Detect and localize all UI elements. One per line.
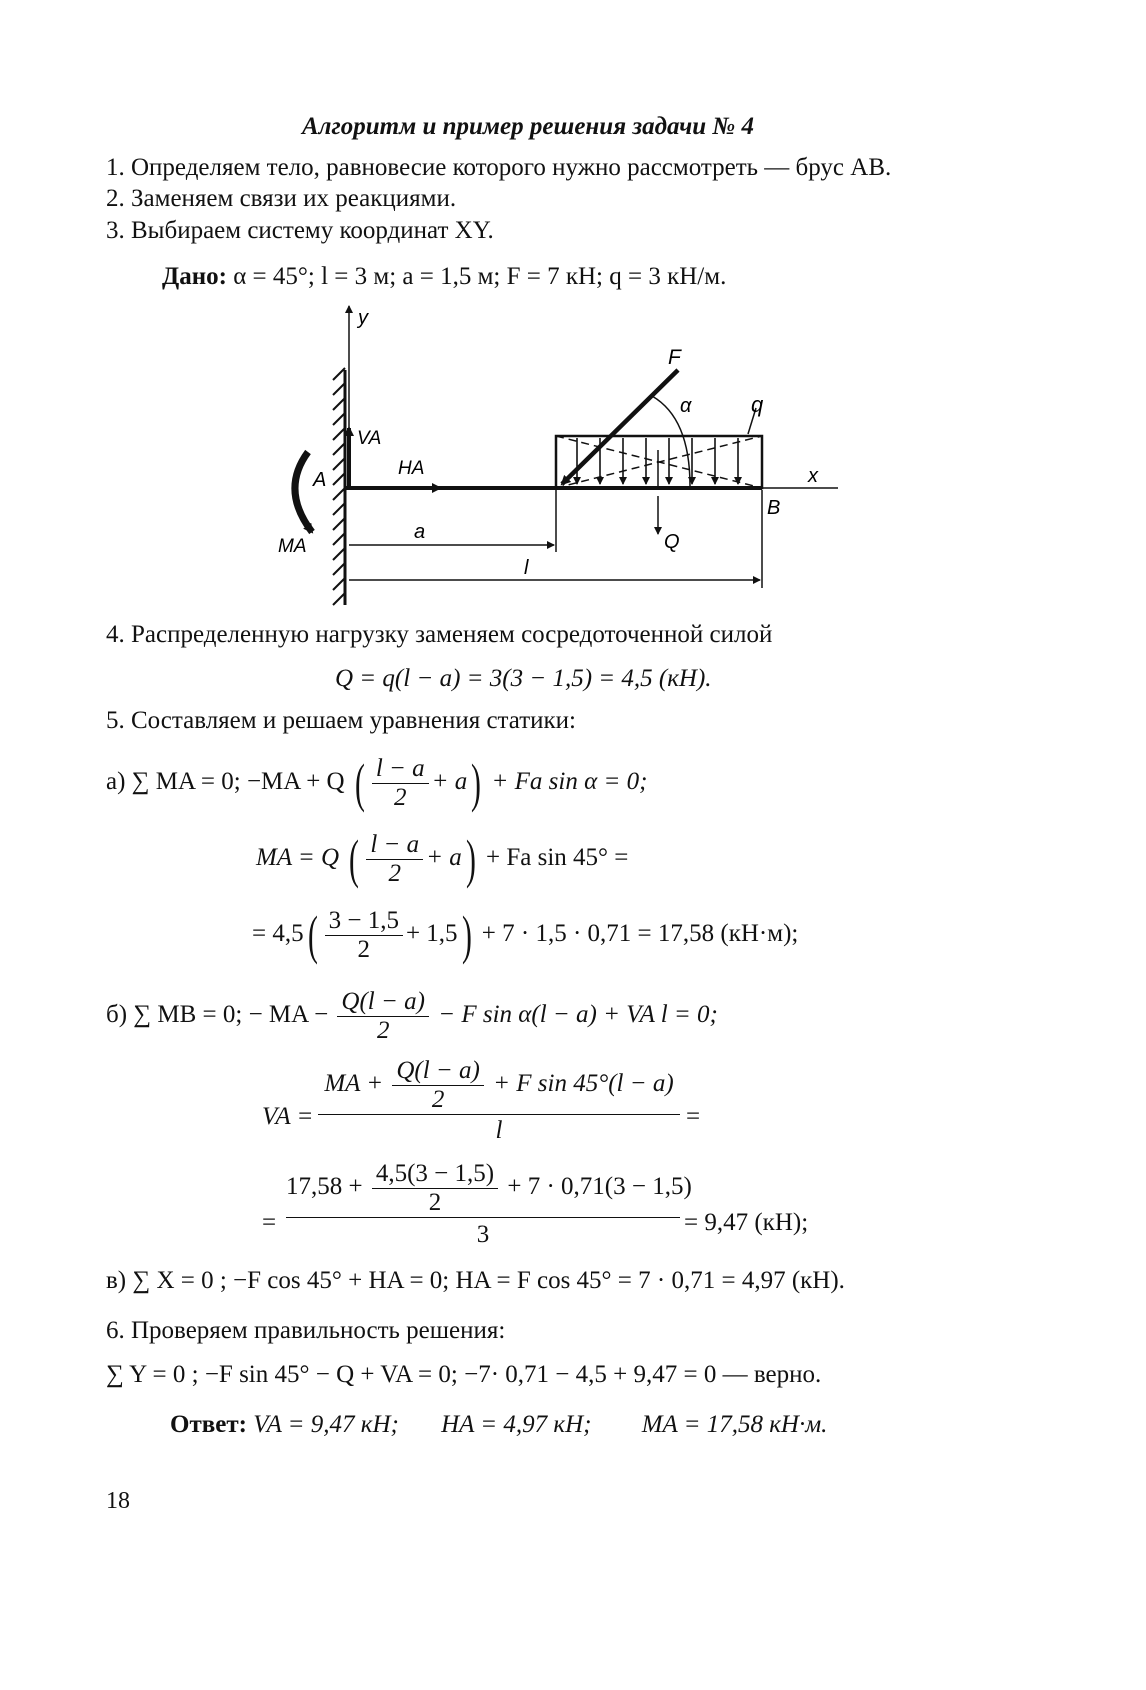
- wall-support: [333, 368, 345, 605]
- calc-numerator: 17,58 + $\frac{4,5(3 - 1,5)}{2}$ + 7 · 0,71(3 − 1,5): [286, 1159, 692, 1216]
- given-values: α = 45°; l = 3 м; a = 1,5 м; F = 7 кН; q = 3 кН/м.: [233, 263, 727, 290]
- step-6-check: ∑ Y = 0 ; −F sin 45° − Q + VA = 0; −7· 0,71 − 4,5 + 9,47 = 0 — верно.: [106, 1361, 822, 1388]
- step-1: 1. Определяем тело, равновесие которого нужно рассмотреть — брус AB.: [106, 154, 892, 181]
- eq-a-line3: = 4,5( $\frac{3 - 1,5}{2}$ + 1,5) + 7 · 1,5 · 0,71 = 17,58 (кН·м);: [252, 905, 799, 966]
- given-label: Дано:: [162, 263, 227, 290]
- answer-line: [170, 1410, 827, 1440]
- calc-result: = 9,47 (кН);: [684, 1209, 809, 1236]
- force-f-label: F: [668, 346, 681, 369]
- ma-moment-arrow: [295, 452, 312, 532]
- va-label: VA: [357, 428, 382, 449]
- answer-va: VA = 9,47 кН;: [253, 1411, 399, 1438]
- answer-label: Ответ:: [170, 1411, 247, 1438]
- step-2: 2. Заменяем связи их реакциями.: [106, 185, 457, 212]
- force-f-arrow: [562, 370, 678, 484]
- va-fraction: [318, 1056, 680, 1147]
- answer-ma: MA = 17,58 кН·м.: [641, 1411, 828, 1438]
- dimension-l-label: l: [524, 557, 529, 579]
- va-lhs: VA =: [262, 1103, 314, 1130]
- calc-fraction: [286, 1158, 692, 1252]
- step-3: 3. Выбираем систему координат XY.: [106, 217, 494, 244]
- calc-denominator: 3: [476, 1220, 490, 1248]
- va-numerator: MA + $\frac{Q(l - a)}{2}$ + F sin 45°(l − a): [318, 1056, 680, 1115]
- point-a-label: A: [313, 469, 327, 491]
- q-label: q: [751, 392, 764, 417]
- eq-b-line1: б) ∑ MB = 0; − MA − $\frac{Q(l - a)}{2}$ − F sin α(l − a) + VA l = 0;: [106, 987, 718, 1044]
- step-5: 5. Составляем и решаем уравнения статики:: [106, 707, 577, 734]
- step-4-formula: Q = q(l − a) = 3(3 − 1,5) = 4,5 (кН).: [335, 665, 712, 692]
- step-4: 4. Распределенную нагрузку заменяем сосредоточенной силой: [106, 621, 773, 648]
- page-number: 18: [106, 1488, 130, 1514]
- step-6: 6. Проверяем правильность решения:: [106, 1317, 506, 1344]
- dimension-a-label: a: [414, 521, 426, 543]
- answer-ha: HA = 4,97 кН;: [441, 1411, 592, 1438]
- va-denominator: l: [495, 1116, 503, 1144]
- calc-eq-sign: =: [262, 1209, 277, 1236]
- q-resultant-label: Q: [664, 531, 680, 553]
- x-axis-label: x: [808, 465, 818, 487]
- eq-a-line1: а) ∑ MA = 0; −MA + Q ( $\frac{l - a}{2}$ + a) + Fa sin α = 0;: [106, 753, 648, 814]
- eq-a-line2: MA = Q ( $\frac{l - a}{2}$ + a) + Fa sin 45° =: [256, 829, 629, 890]
- alpha-label: α: [680, 395, 692, 417]
- ha-label: HA: [398, 458, 425, 479]
- given-line: [162, 262, 726, 292]
- beam-diagram: [0, 300, 1052, 640]
- y-axis-label: y: [358, 307, 368, 329]
- ma-label: MA: [278, 536, 307, 557]
- va-eq-sign: =: [686, 1103, 701, 1130]
- eq-c: в) ∑ X = 0 ; −F cos 45° + HA = 0; HA = F cos 45° = 7 · 0,71 = 4,97 (кН).: [106, 1267, 845, 1294]
- point-b-label: B: [767, 497, 781, 519]
- page-title: Алгоритм и пример решения задачи № 4: [302, 113, 755, 140]
